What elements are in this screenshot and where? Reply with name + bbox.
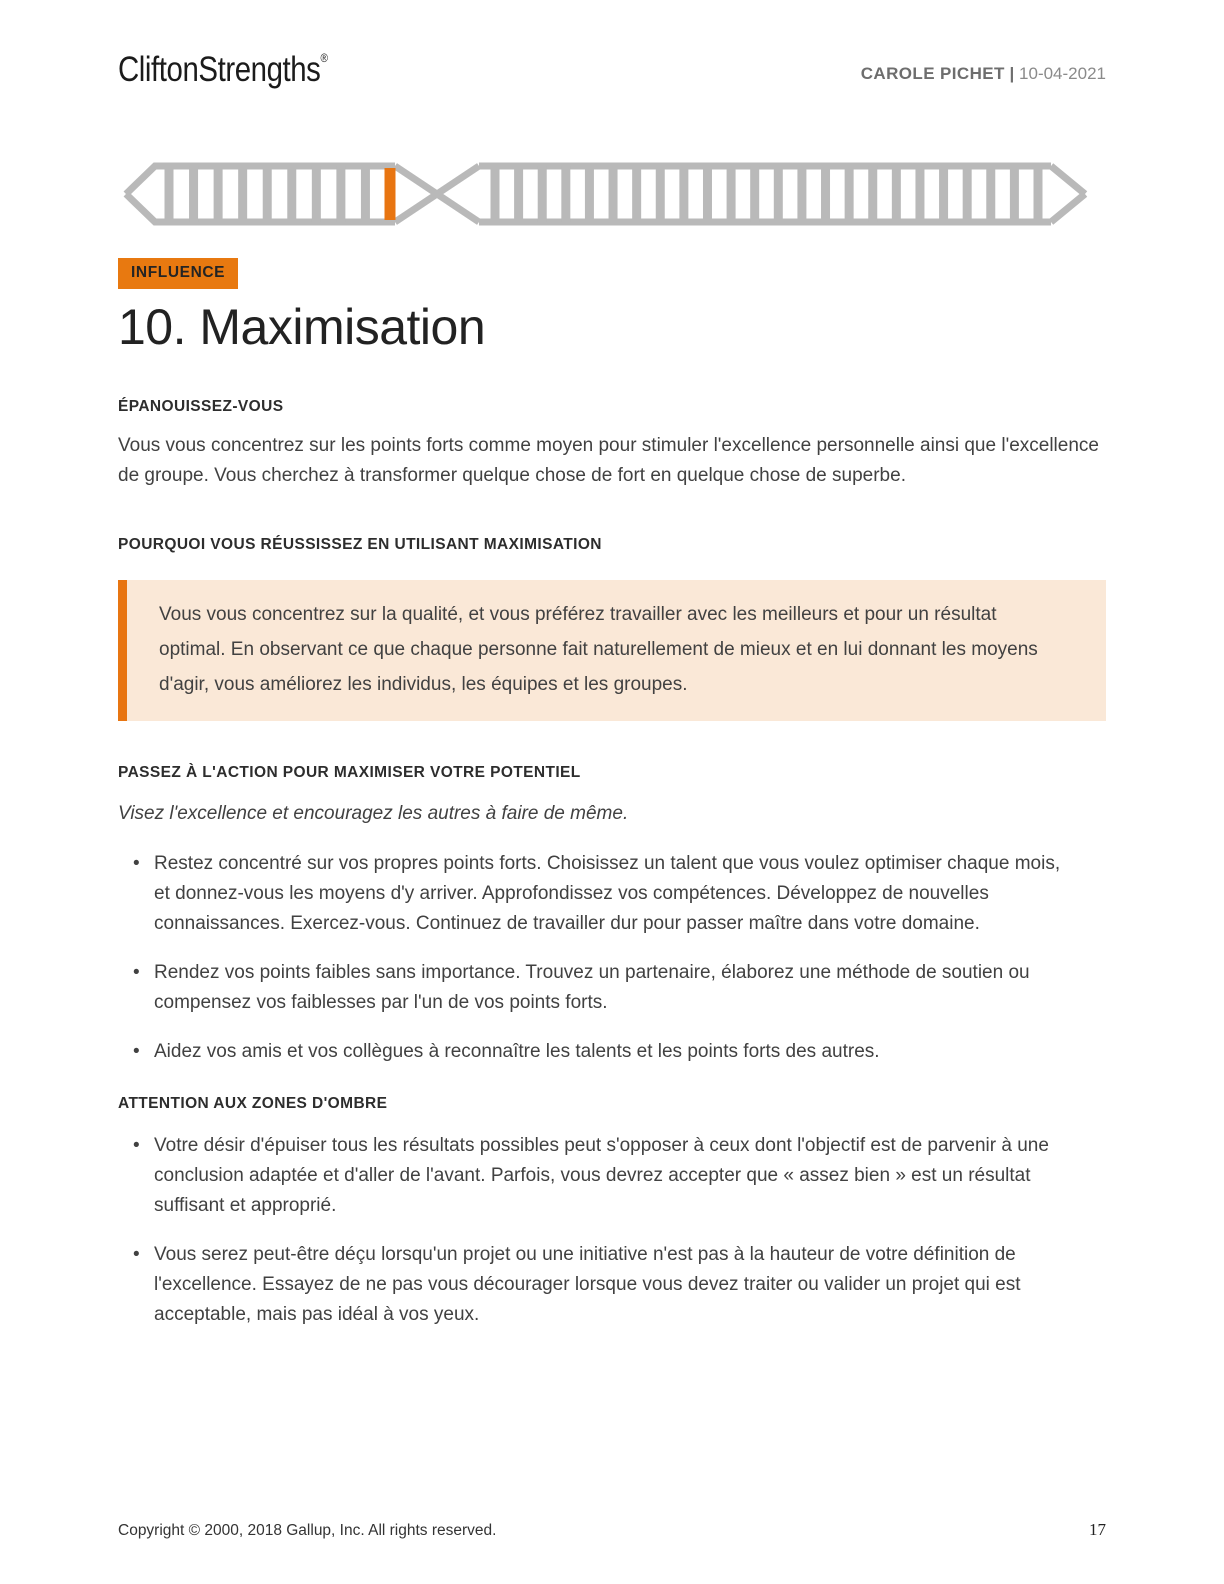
report-date: 10-04-2021 xyxy=(1019,64,1106,83)
attention-bullet-list xyxy=(118,1131,1106,1330)
highlight-quote-box: Vous vous concentrez sur la qualité, et vous préférez travailler avec les meilleurs et pour un résultat optimal. En observant ce que chaque personne fait naturellement de mieux et en lui donnant les moyens d'agir, vous améliorez les individus, les équipes et les groupes. xyxy=(118,580,1106,721)
theme-title: 10. Maximisation xyxy=(118,299,486,355)
section-heading-passez: PASSEZ À L'ACTION POUR MAXIMISER VOTRE POTENTIEL xyxy=(118,764,581,781)
page-number: 17 xyxy=(1089,1520,1106,1539)
list-item: • Aidez vos amis et vos collègues à reconnaître les talents et les points forts des autres. xyxy=(118,1037,1068,1067)
page-header xyxy=(118,0,1106,90)
header-user-date xyxy=(861,64,1106,90)
passez-intro: Visez l'excellence et encouragez les autres à faire de même. xyxy=(118,803,629,824)
trademark-symbol: ® xyxy=(320,51,328,65)
cliftonstrengths-logo xyxy=(118,50,327,90)
header-separator: | xyxy=(1009,64,1015,83)
list-item: • Restez concentré sur vos propres points forts. Choisissez un talent que vous voulez optimiser chaque mois, et donnez-vous les moyens d'y arriver. Approfondissez vos compétences. Développez de nouvelles connaissances. Exercez-vous. Continuez de travailler dur pour passer maître dans votre domaine. xyxy=(118,849,1068,939)
passez-bullet-list xyxy=(118,849,1106,1067)
dna-ribbon-icon xyxy=(122,152,1090,236)
user-name: CAROLE PICHET xyxy=(860,64,1005,83)
list-item: • Rendez vos points faibles sans importance. Trouvez un partenaire, élaborez une méthode de soutien ou compensez vos faiblesses par l'un de vos points forts. xyxy=(118,958,1068,1018)
page-footer xyxy=(118,1520,1106,1540)
logo-text: CliftonStrengths xyxy=(118,50,321,89)
epanouissez-paragraph: Vous vous concentrez sur les points forts comme moyen pour stimuler l'excellence personnelle ainsi que l'excellence de groupe. Vous cherchez à transformer quelque chose de fort en quelque chose de superbe. xyxy=(118,435,1099,486)
strengths-strand-graphic xyxy=(122,152,1106,241)
domain-badge-influence: INFLUENCE xyxy=(118,258,238,289)
list-item: • Votre désir d'épuiser tous les résultats possibles peut s'opposer à ceux dont l'objectif est de parvenir à une conclusion adaptée et d'aller de l'avant. Parfois, vous devrez accepter que « assez bien » est un résultat suffisant et approprié. xyxy=(118,1131,1068,1221)
section-heading-pourquoi: POURQUOI VOUS RÉUSSISSEZ EN UTILISANT MAXIMISATION xyxy=(118,536,602,553)
copyright-text: Copyright © 2000, 2018 Gallup, Inc. All rights reserved. xyxy=(118,1522,497,1539)
list-item: • Vous serez peut-être déçu lorsqu'un projet ou une initiative n'est pas à la hauteur de votre définition de l'excellence. Essayez de ne pas vous décourager lorsque vous devez traiter ou valider un projet qui est acceptable, mais pas idéal à vos yeux. xyxy=(118,1240,1068,1330)
section-heading-epanouissez: ÉPANOUISSEZ-VOUS xyxy=(118,398,284,415)
section-heading-attention: ATTENTION AUX ZONES D'OMBRE xyxy=(118,1095,388,1112)
